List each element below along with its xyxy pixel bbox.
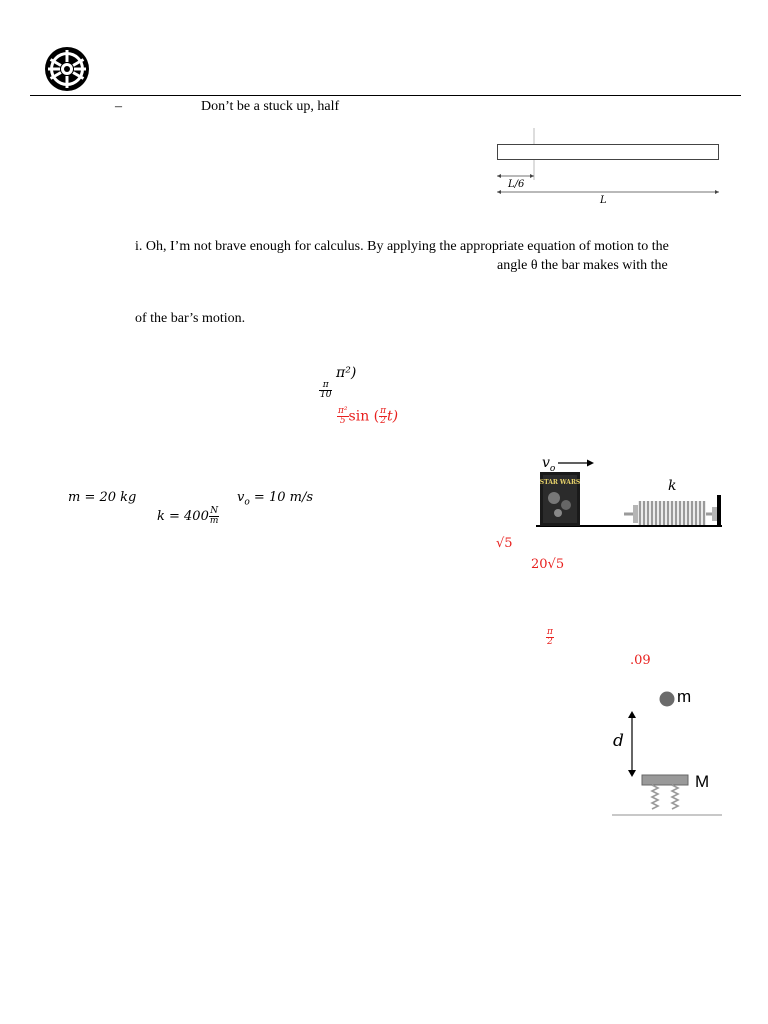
pi-half-den: 2: [547, 637, 553, 647]
bar-diagram: [494, 128, 724, 214]
frac-den: 10: [320, 390, 332, 400]
platform-M: [642, 775, 688, 785]
drop-label-M: M: [695, 772, 710, 791]
sin-text: sin (: [348, 408, 380, 425]
fig-vo-sub: o: [549, 463, 556, 474]
vo-symbol: v: [237, 490, 245, 505]
arg-den: 2: [380, 416, 386, 426]
coef-den: 5: [339, 416, 346, 426]
k-unit-num: N: [210, 506, 219, 516]
block-spring-diagram: [536, 453, 724, 531]
fig-k-label: k: [668, 478, 677, 494]
fig-vo-label: [542, 455, 555, 474]
answer-sqrt5: √5: [496, 536, 513, 551]
vo-value: = 10 m/s: [249, 490, 313, 505]
bar-label-l6: L/6: [508, 179, 525, 190]
question-i-line1: i. Oh, I’m not brave enough for calculus. By applying the appropriate equation of motion to the: [135, 239, 669, 254]
header-rule: [30, 95, 741, 96]
answer-20sqrt5: 20√5: [531, 557, 565, 572]
mass-equation: m = 20 kg: [68, 490, 137, 505]
header-logo: [44, 46, 90, 92]
book-title: STAR WARS: [539, 479, 581, 486]
coef-num: π²: [338, 406, 348, 416]
k-value: k = 400: [157, 509, 209, 524]
bar-figure: [494, 128, 724, 214]
vo-subscript: o: [244, 497, 250, 508]
k-unit-den: m: [209, 516, 219, 526]
answer-pi-over-2: [546, 628, 554, 647]
small-mass-ball: [660, 692, 675, 707]
drop-label-m: m: [677, 687, 692, 706]
answer-point09: .09: [630, 653, 651, 668]
drop-diagram: [610, 683, 724, 823]
frac-num: π: [319, 381, 332, 391]
vo-equation: [237, 490, 313, 508]
block-spring-figure: [536, 453, 724, 531]
bar-label-l: L: [600, 195, 607, 206]
k-equation: [157, 507, 219, 526]
t-text: t): [387, 408, 399, 425]
fig-vo-symbol: v: [542, 455, 550, 471]
arg-num: π: [380, 406, 387, 416]
pi-squared-fragment: π²): [336, 365, 357, 381]
spring-coils: [640, 501, 704, 525]
answer-sin-expression: [337, 407, 398, 426]
drop-figure: [610, 683, 724, 823]
header-dash: –: [115, 99, 122, 114]
imperial-crest-icon: [44, 46, 90, 92]
pi-over-10-fraction: [319, 381, 332, 400]
intro-text: Don’t be a stuck up, half: [201, 99, 340, 114]
drop-label-d: d: [613, 731, 624, 751]
pi-half-num: π: [547, 627, 553, 637]
question-i-line3: of the bar’s motion.: [135, 311, 246, 326]
question-i-line2: angle θ the bar makes with the: [497, 258, 668, 273]
